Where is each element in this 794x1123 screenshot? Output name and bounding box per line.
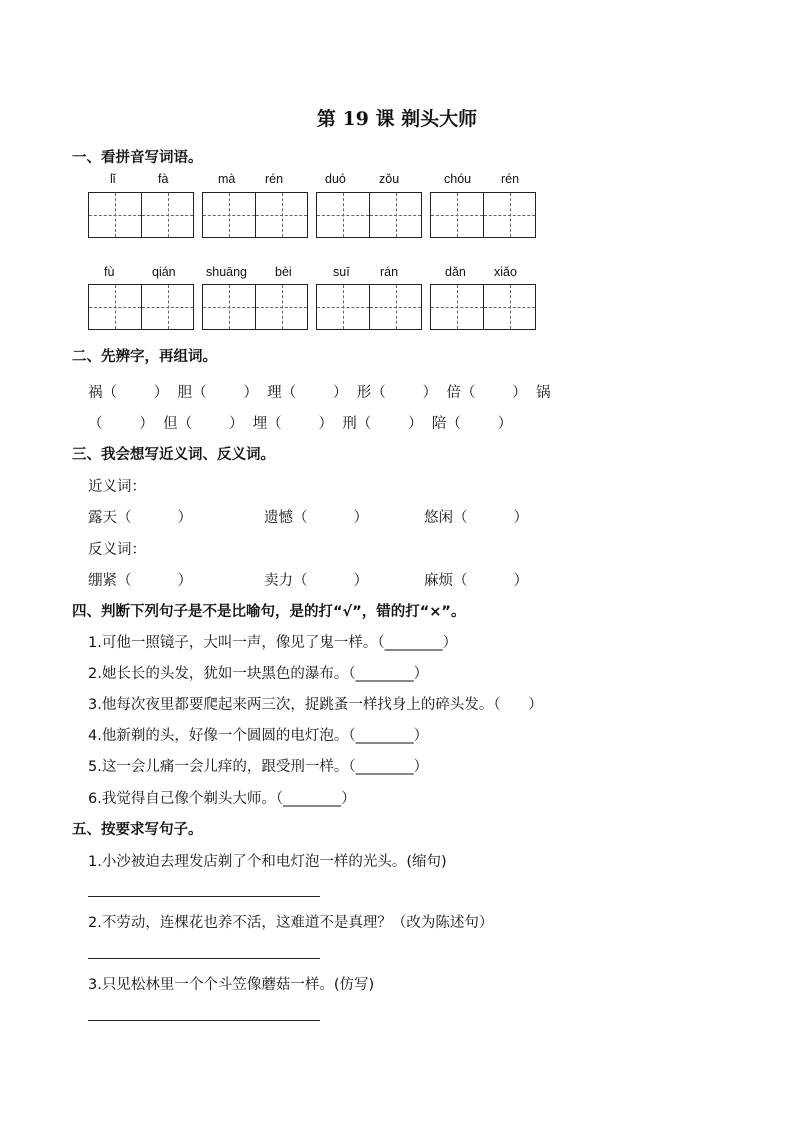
- pinyin: mà: [218, 172, 236, 186]
- judge-item: 1.可他一照镜子，大叫一声，像见了鬼一样。（________）: [88, 635, 458, 651]
- synonym-item: 悠闲（ ）: [424, 510, 529, 526]
- pinyin: chóu: [444, 172, 472, 186]
- writing-grid[interactable]: [316, 284, 422, 330]
- antonym-item: 绷紧（ ）: [88, 573, 193, 589]
- synonym-item: 遗憾（ ）: [264, 510, 369, 526]
- section-5-heading: 五、按要求写句子。: [72, 822, 203, 838]
- synonym-label: 近义词：: [88, 479, 146, 495]
- page-title: 第 19 课 剃头大师: [316, 108, 478, 130]
- pinyin: lǐ: [110, 172, 116, 186]
- writing-grid[interactable]: [430, 192, 536, 238]
- antonym-item: 卖力（ ）: [264, 573, 369, 589]
- pinyin: fà: [158, 172, 169, 186]
- answer-line[interactable]: [88, 896, 320, 897]
- pinyin: bèi: [275, 265, 292, 279]
- antonym-item: 麻烦（ ）: [424, 573, 529, 589]
- section-1-heading: 一、看拼音写词语。: [72, 150, 203, 166]
- writing-grid[interactable]: [88, 284, 194, 330]
- pinyin: zǒu: [379, 172, 400, 186]
- pinyin: duó: [325, 172, 346, 186]
- pinyin: suī: [333, 265, 350, 279]
- pinyin: rén: [265, 172, 284, 186]
- pinyin: dǎn: [445, 265, 466, 279]
- writing-grid[interactable]: [202, 192, 308, 238]
- pinyin: qián: [152, 265, 176, 279]
- pinyin: rán: [380, 265, 399, 279]
- pinyin: fù: [104, 265, 115, 279]
- judge-item: 4.他新剃的头，好像一个圆圆的电灯泡。（________）: [88, 728, 429, 744]
- section-2-heading: 二、先辨字，再组词。: [72, 349, 217, 365]
- sentence-task: 1.小沙被迫去理发店剃了个和电灯泡一样的光头。(缩句): [88, 854, 447, 870]
- answer-line[interactable]: [88, 958, 320, 959]
- writing-grid[interactable]: [88, 192, 194, 238]
- sentence-task: 2.不劳动，连棵花也养不活，这难道不是真理？（改为陈述句）: [88, 915, 494, 931]
- section-4-heading: 四、判断下列句子是不是比喻句，是的打“√”，错的打“×”。: [72, 604, 466, 620]
- pinyin: rén: [501, 172, 520, 186]
- section-3-heading: 三、我会想写近义词、反义词。: [72, 447, 275, 463]
- judge-item: 2.她长长的头发，犹如一块黑色的瀑布。（________）: [88, 666, 429, 682]
- answer-line[interactable]: [88, 1020, 320, 1021]
- synonym-item: 露天（ ）: [88, 510, 193, 526]
- pinyin: xiǎo: [494, 265, 517, 279]
- pinyin: shuāng: [206, 265, 248, 279]
- writing-grid[interactable]: [316, 192, 422, 238]
- word-group-line-1: 祸（ ） 胆（ ） 理（ ） 形（ ） 倍（ ） 锅: [88, 385, 551, 401]
- writing-grid[interactable]: [202, 284, 308, 330]
- judge-item: 5.这一会儿痛一会儿痒的，跟受刑一样。（________）: [88, 759, 429, 775]
- word-group-line-2: （ ） 但（ ） 埋（ ） 刑（ ） 陪（ ）: [88, 416, 513, 432]
- judge-item: 6.我觉得自己像个剃头大师。（________）: [88, 791, 356, 807]
- antonym-label: 反义词：: [88, 542, 146, 558]
- judge-item: 3.他每次夜里都要爬起来两三次，捉跳蚤一样找身上的碎头发。（ ）: [88, 697, 543, 713]
- writing-grid[interactable]: [430, 284, 536, 330]
- sentence-task: 3.只见松林里一个个斗笠像蘑菇一样。(仿写): [88, 977, 375, 993]
